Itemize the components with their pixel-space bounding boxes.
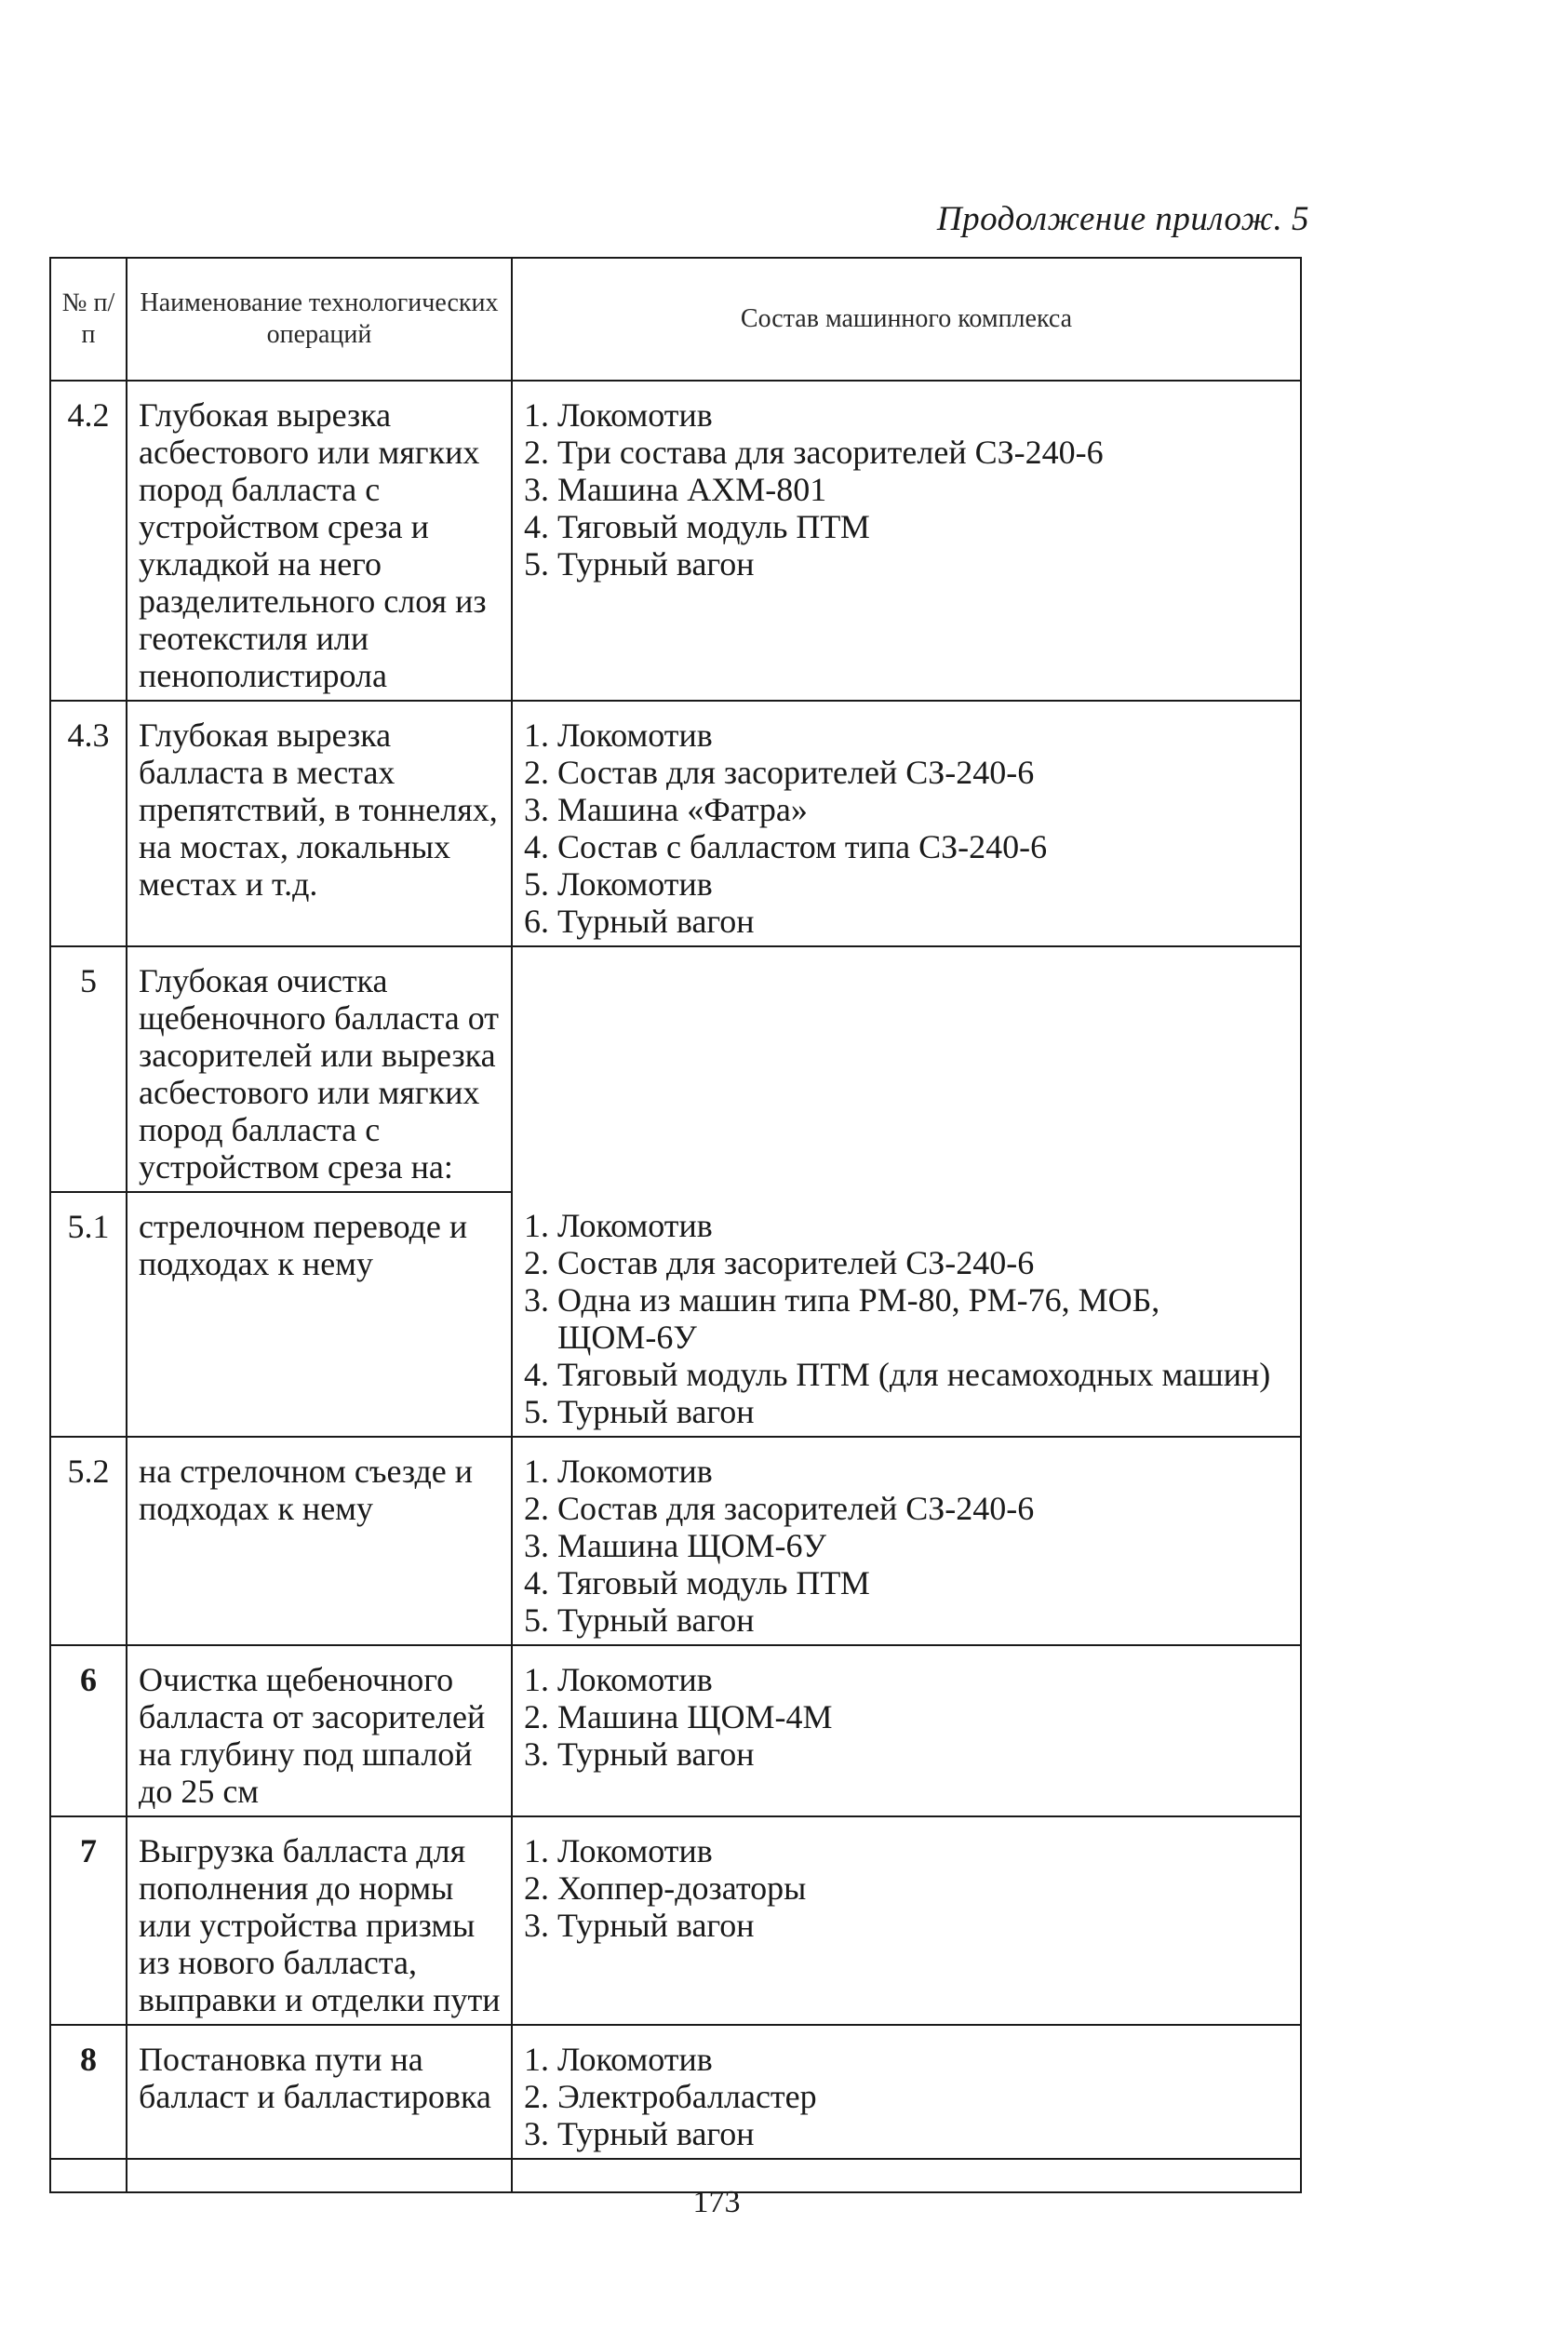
- machine-complex-table: [49, 257, 1302, 2193]
- row-number: 5: [50, 946, 127, 1192]
- composition-item: 2. Состав для засорителей СЗ-240-6: [524, 1490, 1035, 1527]
- composition-item: 1. Локомотив: [524, 2041, 713, 2078]
- composition-item: 3. Турный вагон: [524, 2115, 755, 2152]
- row-operation: Очистка щебеночного балласта от засорителей на глубину под шпалой до 25 см: [127, 1645, 512, 1816]
- composition-item: 6. Турный вагон: [524, 903, 755, 940]
- composition-item: 1. Локомотив: [524, 1832, 713, 1869]
- composition-item: 5. Турный вагон: [524, 1601, 755, 1639]
- composition-item: 3. Турный вагон: [524, 1907, 755, 1944]
- table-row: [50, 1437, 1301, 1645]
- composition-item: 3. Машина ЩОМ-6У: [524, 1527, 827, 1564]
- column-header-operation: Наименование технологических операций: [127, 258, 512, 381]
- composition-item: 2. Состав для засорителей СЗ-240-6: [524, 754, 1035, 791]
- table-row: [50, 381, 1301, 701]
- composition-item: 4. Тяговый модуль ПТМ: [524, 508, 870, 545]
- composition-list: [524, 396, 1289, 583]
- row-composition: [512, 381, 1301, 701]
- row-number: 4.3: [50, 701, 127, 946]
- composition-item: 3. Турный вагон: [524, 1735, 755, 1773]
- composition-list: [524, 1832, 1289, 1944]
- composition-item: 1. Локомотив: [524, 1453, 713, 1490]
- row-composition: [512, 701, 1301, 946]
- row-operation: Выгрузка балласта для пополнения до нормы или устройства призмы из нового балласта, выправки и отделки пути: [127, 1816, 512, 2025]
- continuation-caption: Продолжение прилож. 5: [936, 200, 1309, 238]
- table-row: [50, 2025, 1301, 2159]
- row-number: 5.1: [50, 1192, 127, 1437]
- row-operation: Глубокая очистка щебеночного балласта от засорителей или вырезка асбестового или мягких пород балласта с устройством среза на:: [127, 946, 512, 1192]
- composition-item: 2. Машина ЩОМ-4М: [524, 1698, 833, 1735]
- table-row: [50, 701, 1301, 946]
- column-header-composition: Состав машинного комплекса: [512, 258, 1301, 381]
- table-row: [50, 1192, 1301, 1437]
- row-composition: [512, 2025, 1301, 2159]
- composition-item: 4. Тяговый модуль ПТМ: [524, 1564, 870, 1601]
- composition-list: [524, 1207, 1289, 1430]
- row-operation: стрелочном переводе и подходах к нему: [127, 1192, 512, 1437]
- row-number: 7: [50, 1816, 127, 2025]
- composition-list: [524, 717, 1289, 940]
- row-number: 4.2: [50, 381, 127, 701]
- table-row: [50, 1816, 1301, 2025]
- composition-list: [524, 2041, 1289, 2152]
- row-number: 6: [50, 1645, 127, 1816]
- row-operation: Постановка пути на балласт и балластировка: [127, 2025, 512, 2159]
- composition-item: 2. Три состава для засорителей СЗ-240-6: [524, 434, 1104, 471]
- row-composition: [512, 1437, 1301, 1645]
- column-header-number: № п/п: [50, 258, 127, 381]
- composition-item: 1. Локомотив: [524, 396, 713, 434]
- row-composition: [512, 1645, 1301, 1816]
- row-composition: [512, 1192, 1301, 1437]
- page-number: 173: [692, 2185, 741, 2219]
- composition-item: 5. Турный вагон: [524, 545, 755, 583]
- composition-item: 3. Одна из машин типа РМ-80, РМ-76, МОБ, ЩОМ-6У: [524, 1281, 1160, 1356]
- composition-item: 2. Электробалластер: [524, 2078, 817, 2115]
- row-operation: Глубокая вырезка асбестового или мягких пород балласта с устройством среза и укладкой на него разделительного слоя из геотекстиля или пенополистирола: [127, 381, 512, 701]
- composition-item: 3. Машина «Фатра»: [524, 791, 808, 828]
- composition-item: 5. Турный вагон: [524, 1393, 755, 1430]
- table-row: [50, 1645, 1301, 1816]
- row-composition: [512, 1816, 1301, 2025]
- composition-item: 1. Локомотив: [524, 717, 713, 754]
- composition-item: 2. Состав для засорителей СЗ-240-6: [524, 1244, 1035, 1281]
- composition-list: [524, 1661, 1289, 1773]
- table-header-row: [50, 258, 1301, 381]
- row-composition-empty: [512, 946, 1301, 1192]
- composition-item: 5. Локомотив: [524, 865, 713, 903]
- table-row: [50, 946, 1301, 1192]
- composition-item: 4. Тяговый модуль ПТМ (для несамоходных машин): [524, 1356, 1271, 1393]
- row-operation: на стрелочном съезде и подходах к нему: [127, 1437, 512, 1645]
- composition-item: 4. Состав с балластом типа СЗ-240-6: [524, 828, 1048, 865]
- composition-item: 2. Хоппер-дозаторы: [524, 1869, 807, 1907]
- composition-item: 1. Локомотив: [524, 1661, 713, 1698]
- row-number: 5.2: [50, 1437, 127, 1645]
- composition-item: 3. Машина АХМ-801: [524, 471, 827, 508]
- composition-item: 1. Локомотив: [524, 1207, 713, 1244]
- row-number: 8: [50, 2025, 127, 2159]
- row-operation: Глубокая вырезка балласта в местах препятствий, в тоннелях, на мостах, локальных местах и т.д.: [127, 701, 512, 946]
- composition-list: [524, 1453, 1289, 1639]
